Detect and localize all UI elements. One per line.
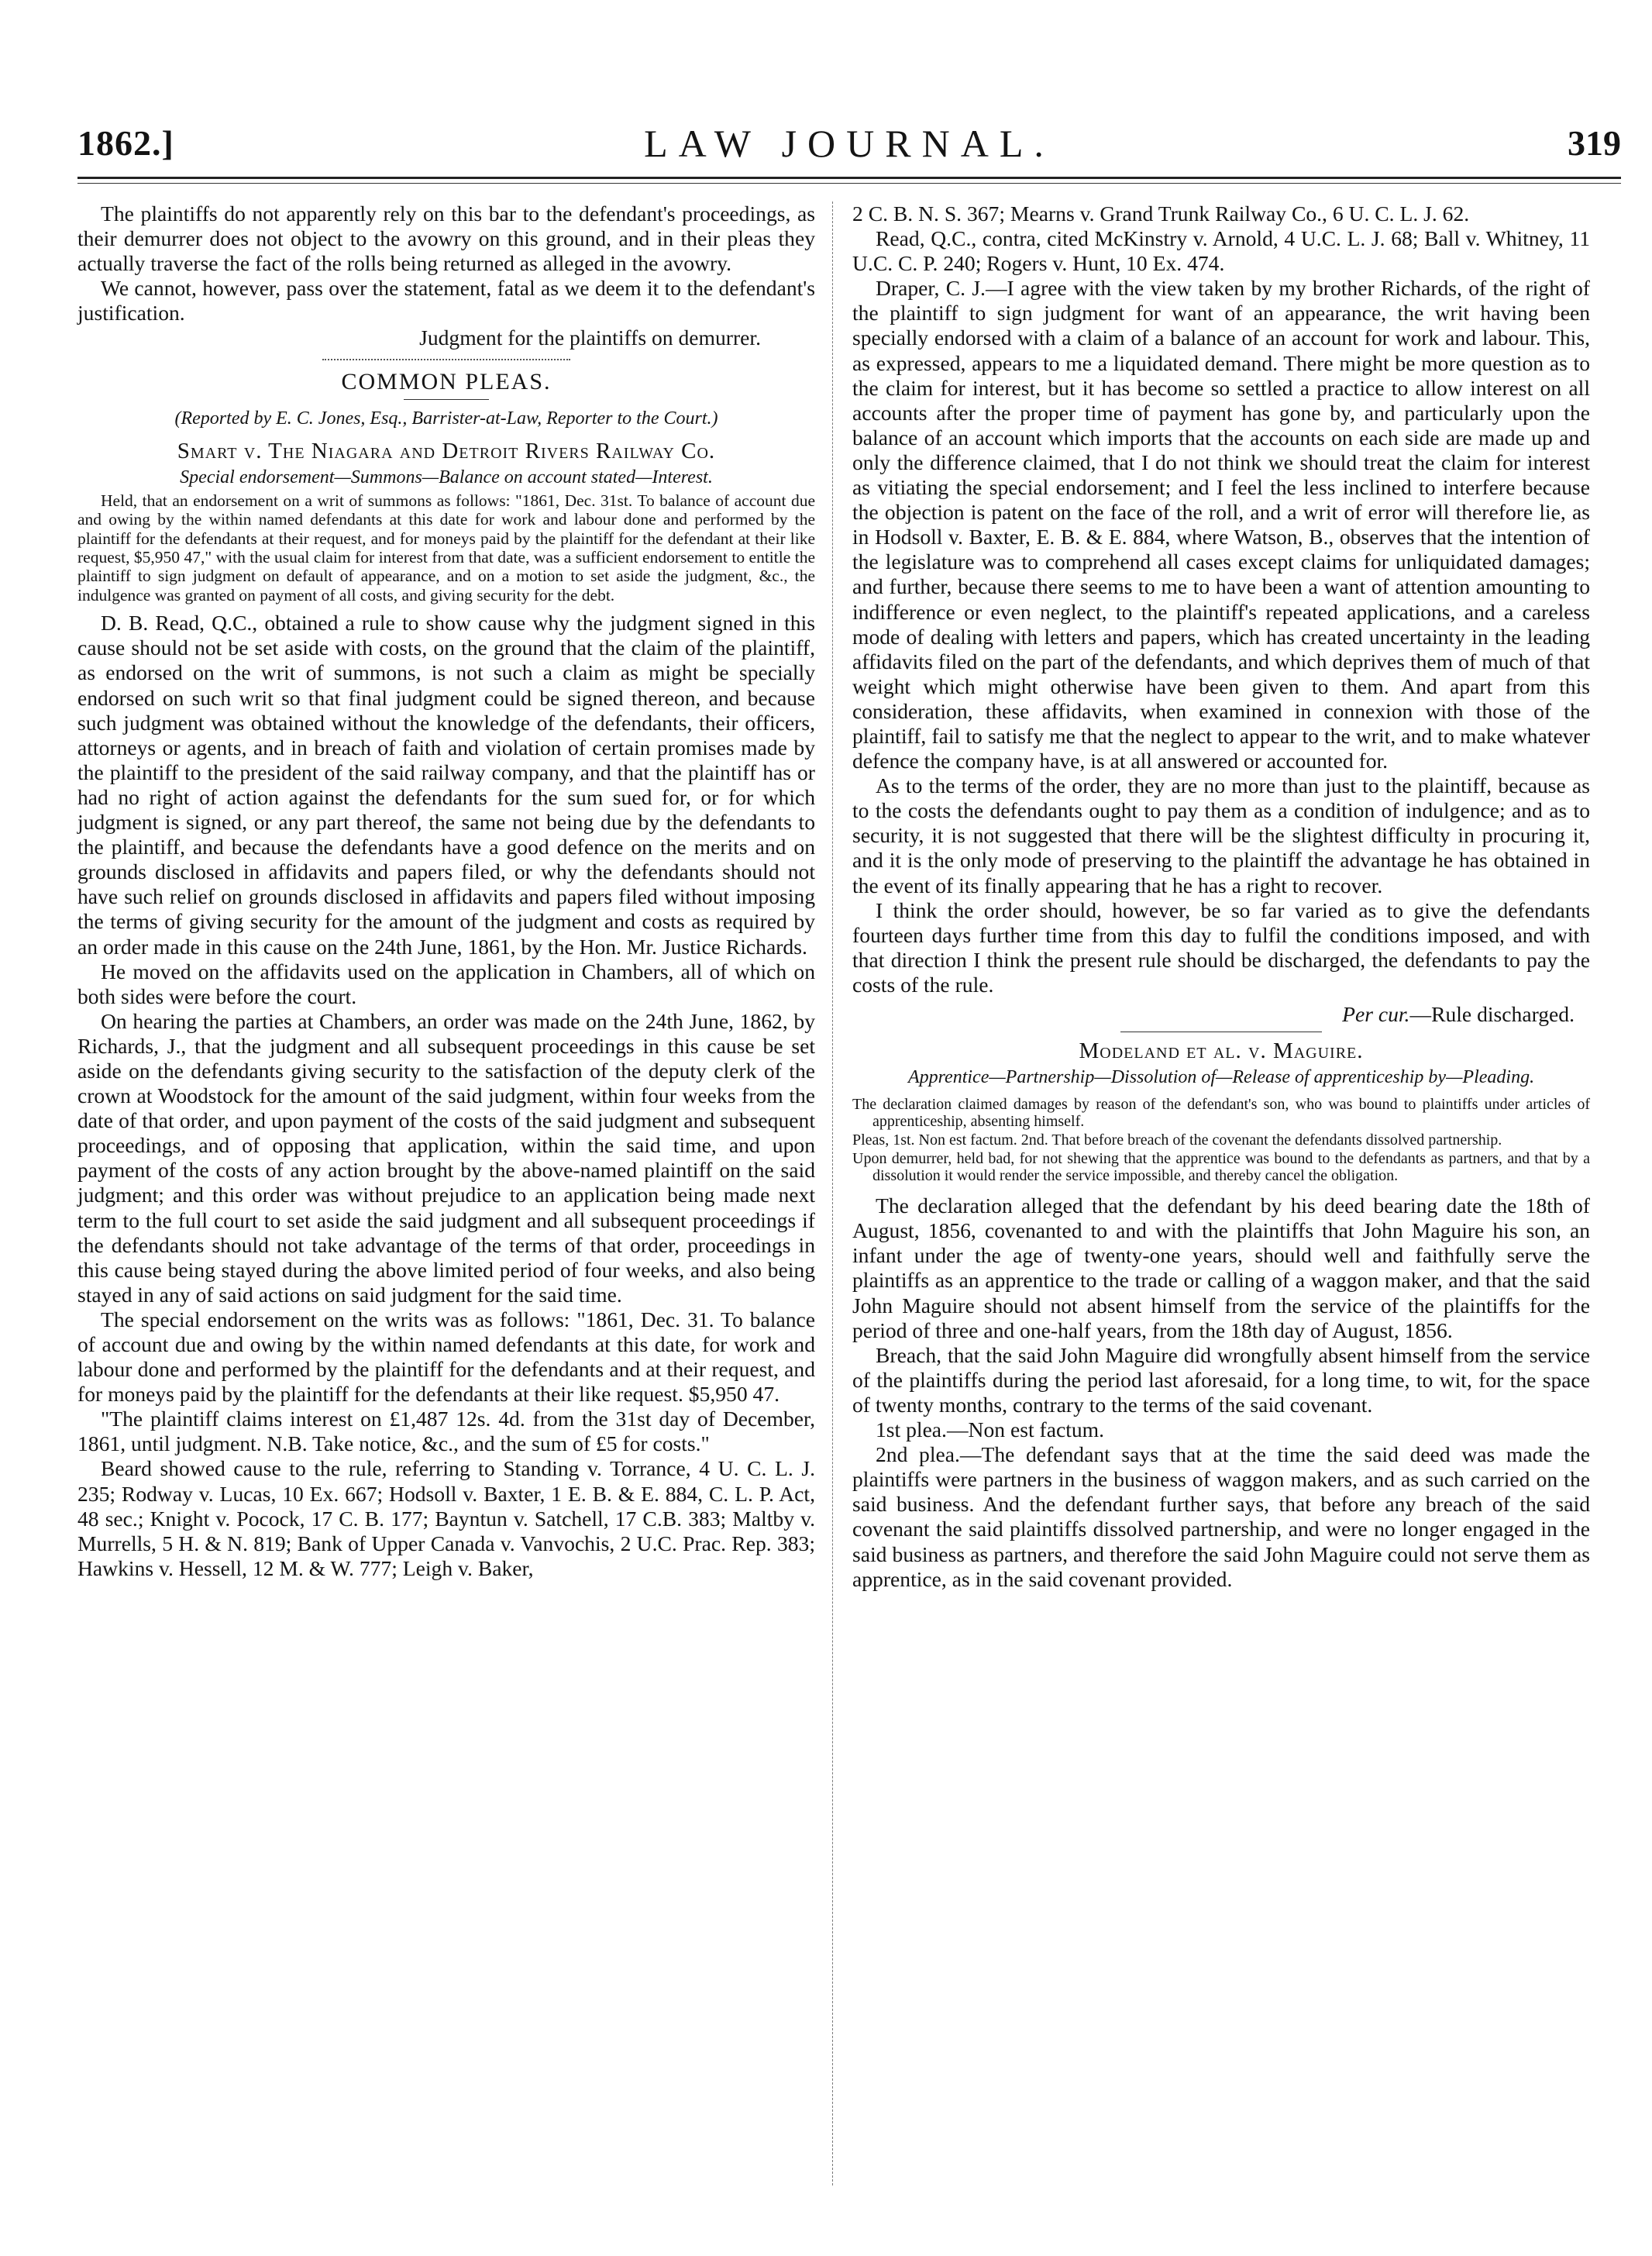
case-title: Modeland et al. v. Maguire.: [1079, 1038, 1364, 1064]
paragraph: He moved on the affidavits used on the application in Chambers, all of which on both sides were before the court.: [77, 959, 815, 1008]
catchwords: Apprentice—Partnership—Dissolution of—Release of apprenticeship by—Pleading.: [907, 1067, 1535, 1088]
paragraph: The declaration alleged that the defendant by his deed bearing date the 18th of August, 1856, covenanted to and with the plaintiffs that John Maguire his son, an infant under the age of twenty-one years, should well and faithfully serve the plaintiffs as an apprentice to the trade or calling of a waggon maker, and that the said John Maguire should not absent himself from the service of the plaintiffs for the period of three and one-half years, from the 18th day of August, 1856.: [852, 1193, 1590, 1342]
paragraph: Read, Q.C., contra, cited McKinstry v. Arnold, 4 U.C. L. J. 68; Ball v. Whitney, 11 U.C. C. P. 240; Rogers v. Hunt, 10 Ex. 474.: [852, 226, 1590, 276]
headnote: Held, that an endorsement on a writ of summons as follows: "1861, Dec. 31st. To balance of account due and owing by the within named defendants at this date for work and labour done and performed by the plaintiff for the defendants at their request, and for moneys paid by the plaintiff for the defendant at their like request, $5,950 47," with the usual claim for interest from that date, was a sufficient endorsement to entitle the plaintiff to sign judgment on default of appearance, and on a motion to set aside the judgment, &c., the indulgence was granted on payment of all costs, and giving security for the debt.: [77, 491, 815, 604]
catchwords: Special endorsement—Summons—Balance on account stated—Interest.: [180, 467, 713, 487]
journal-page: [77, 116, 1621, 2209]
section-divider: [322, 359, 570, 360]
header-rule-thin: [77, 183, 1621, 184]
running-head-year: 1862.]: [77, 123, 174, 163]
right-column: [852, 201, 1590, 1592]
left-column: [77, 201, 815, 1581]
per-cur-line: [852, 1002, 1590, 1027]
paragraph: The plaintiffs do not apparently rely on this bar to the defendant's proceedings, as their demurrer does not object to the avowry on this ground, and in their pleas they actually traverse the fact of the rolls being returned as alleged in the avowry.: [77, 201, 815, 276]
running-head-title: LAW JOURNAL.: [644, 122, 1055, 165]
headnote: Pleas, 1st. Non est factum. 2nd. That before breach of the covenant the defendants dissolved partnership.: [852, 1131, 1502, 1149]
paragraph: The special endorsement on the writs was as follows: "1861, Dec. 31. To balance of account due and owing by the within named defendants at this date, for work and labour done and performed by the plaintiff for the defendants and at their request, and for moneys paid by the plaintiff for the defendants at their like request. $5,950 47.: [77, 1307, 815, 1407]
paragraph: Beard showed cause to the rule, referring to Standing v. Torrance, 4 U. C. L. J. 235; Rodway v. Lucas, 10 Ex. 667; Hodsoll v. Baxter, 1 E. B. & E. 884, C. L. P. Act, 48 sec.; Knight v. Pocock, 17 C. B. 177; Bayntun v. Satchell, 17 C.B. 383; Maltby v. Murrells, 5 H. & N. 819; Bank of Upper Canada v. Vanvochis, 2 U.C. Prac. Rep. 383; Hawkins v. Hessell, 12 M. & W. 777; Leigh v. Baker,: [77, 1456, 815, 1580]
column-divider: [832, 201, 833, 2185]
paragraph: We cannot, however, pass over the statement, fatal as we deem it to the defendant's justification.: [77, 276, 815, 325]
paragraph: D. B. Read, Q.C., obtained a rule to show cause why the judgment signed in this cause should not be set aside with costs, on the ground that the claim of the plaintiff, as endorsed on the writ of summons, is not such a claim as might be specially endorsed on such writ so that final judgment could be signed thereon, and because such judgment was obtained without the knowledge of the defendants, their officers, attorneys or agents, and in breach of faith and violation of certain promises made by the plaintiff to the president of the said railway company, and that the plaintiff has or had no right of action against the defendants for the sum sued for, or for which judgment is signed, or any part thereof, the same not being due by the defendants to the plaintiff, and because the defendants have a good defence on the merits and on grounds disclosed in affidavits and papers filed, or why the defendants should not have such relief on grounds disclosed in affidavits and papers filed without imposing the terms of giving security for the amount of the judgment and costs as required by an order made in this cause on the 24th June, 1861, by the Hon. Mr. Justice Richards.: [77, 611, 815, 959]
paragraph: As to the terms of the order, they are no more than just to the plaintiff, because as to the costs the defendants ought to pay them as a condition of indulgence; and as to security, it is not suggested that there will be the slightest difficulty in procuring it, and it is the only mode of preserving to the plaintiff the advantage he has obtained in the event of its finally appearing that he has a right to recover.: [852, 773, 1590, 897]
judgment-line: Judgment for the plaintiffs on demurrer.: [419, 325, 761, 350]
header-rule: [77, 177, 1621, 179]
paragraph: 2nd plea.—The defendant says that at the time the said deed was made the plaintiffs were partners in the business of waggon makers, and as such carried on the said business. And the defendant further says, that before any breach of the said covenant the said plaintiffs dissolved partnership, and were no longer engaged in the said business as partners, and therefore the said John Maguire could not serve them as apprentice, as in the said covenant provided.: [852, 1442, 1590, 1591]
short-rule: [404, 399, 489, 400]
case-title: Smart v. The Niagara and Detroit Rivers Railway Co.: [177, 438, 716, 463]
paragraph: "The plaintiff claims interest on £1,487 12s. 4d. from the 31st day of December, 1861, until judgment. N.B. Take notice, &c., and the sum of £5 for costs.": [77, 1407, 815, 1456]
paragraph: Breach, that the said John Maguire did wrongfully absent himself from the service of the plaintiffs during the period last aforesaid, for a long time, to wit, for the space of twenty months, contrary to the terms of the said covenant.: [852, 1342, 1590, 1417]
section-title: COMMON PLEAS.: [341, 368, 552, 394]
per-cur-result: —Rule discharged.: [1409, 1002, 1575, 1026]
per-cur-label: Per cur.: [1342, 1002, 1410, 1026]
paragraph: 2 C. B. N. S. 367; Mearns v. Grand Trunk Railway Co., 6 U. C. L. J. 62.: [852, 201, 1470, 226]
page-number: 319: [1568, 123, 1621, 163]
paragraph: Draper, C. J.—I agree with the view taken by my brother Richards, of the right of the plaintiff to sign judgment for want of an appearance, the writ having been specially endorsed with a claim of a balance of an account for work and labour. This, as expressed, appears to me a liquidated demand. There might be more question as to the claim for interest, but it has become so settled a practice to allow interest on all accounts after the proper time of payment has gone by, and particularly upon the balance of an account which imports that the accounts on each side are made up and only the difference claimed, that I do not think we should treat the claim for interest as vitiating the special endorsement; and I feel the less inclined to interfere because the objection is patent on the face of the roll, and a writ of error will therefore lie, as in Hodsoll v. Baxter, E. B. & E. 884, where Watson, B., observes that the intention of the legislature was to comprehend all cases except claims for unliquidated damages; and further, because there seems to me to have been a want of attention amounting to indifference or even neglect, to the plaintiff's repeated applications, and a careless mode of dealing with letters and papers, which has created uncertainty in the leading affidavits filed on the part of the defendants, and which deprives them of much of that weight which might otherwise have been given to them. And apart from this consideration, these affidavits, when examined in connexion with those of the plaintiff, fail to satisfy me that the neglect to appear to the writ, and to make whatever defence the company have, is at all answered or accounted for.: [852, 276, 1590, 773]
reporter-line: (Reported by E. C. Jones, Esq., Barrister-at-Law, Reporter to the Court.): [174, 408, 718, 429]
paragraph: I think the order should, however, be so far varied as to give the defendants fourteen days further time from this day to fulfil the conditions imposed, and with that direction I think the present rule should be discharged, the defendants to pay the costs of the rule.: [852, 897, 1590, 997]
headnote: Upon demurrer, held bad, for not shewing that the apprentice was bound to the defendants as partners, and that by a dissolution it would render the service impossible, and thereby cancel the obligation.: [852, 1150, 1590, 1185]
running-head: [77, 116, 1621, 170]
headnote: The declaration claimed damages by reason of the defendant's son, who was bound to plaintiffs under articles of apprenticeship, absenting himself.: [852, 1096, 1590, 1131]
paragraph: On hearing the parties at Chambers, an order was made on the 24th June, 1862, by Richards, J., that the judgment and all subsequent proceedings in this cause be set aside on the defendants giving security to the satisfaction of the deputy clerk of the crown at Woodstock for the amount of the said judgment, within four weeks from the date of that order, and upon payment of the costs of the said judgment and subsequent proceedings, and of opposing that application, within the said time, and upon payment of the costs of any action brought by the above-named plaintiff on the said judgment; and this order was without prejudice to an application being made next term to the full court to set aside the said judgment and all subsequent proceedings if the defendants should not take advantage of the terms of that order, proceedings in this cause being stayed during the above limited period of four weeks, and also being stayed in any of said actions on said judgment for the said time.: [77, 1008, 815, 1307]
paragraph: 1st plea.—Non est factum.: [876, 1417, 1105, 1442]
